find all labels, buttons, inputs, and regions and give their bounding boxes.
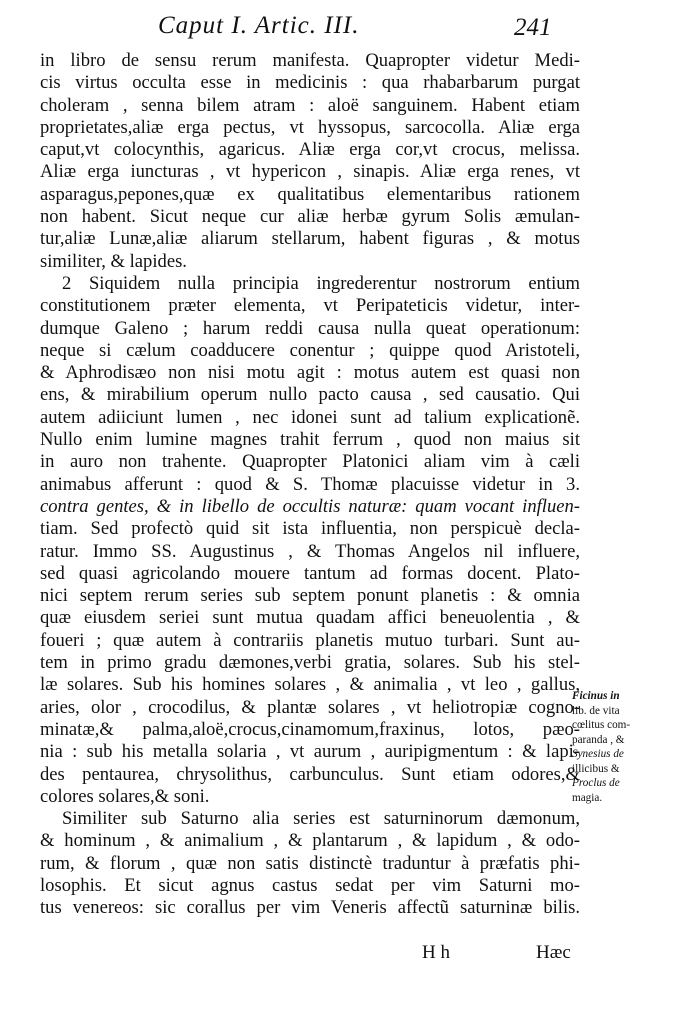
body-text bbox=[40, 50, 580, 920]
text-line: caput,vt colocynthis, agaricus. Aliæ erga cor,vt crocus, melissa. bbox=[40, 139, 580, 161]
text-line: nia : sub his metalla solaria , vt aurum , auripigmentum : & lapi- bbox=[40, 741, 580, 763]
text-line: Nullo enim lumine magnes trahit ferrum , quod non maius sit bbox=[40, 429, 580, 451]
text-line: & Aphrodisæo non nisi motu agit : motus autem est quasi non bbox=[40, 362, 580, 384]
text-line: similiter, & lapides. bbox=[40, 250, 187, 272]
catchword: Hæc bbox=[536, 942, 571, 963]
text-line: cis virtus occulta esse in medicinis : qua rhabarbarum purgat bbox=[40, 72, 580, 94]
text-line: contra gentes, & in libello de occultis naturæ: quam vocant influen- bbox=[40, 495, 580, 517]
marginal-note bbox=[572, 689, 696, 805]
marginal-note-line: illicibus & bbox=[572, 762, 620, 775]
text-line: tem in primo gradu dæmones,verbi gratia, solares. Sub his stel- bbox=[40, 652, 580, 674]
text-line: aries, olor , crocodilus, & plantæ solares , vt heliotropiæ cogno- bbox=[40, 696, 580, 718]
marginal-note-line: lib. de vita bbox=[572, 704, 620, 717]
text-line: in libro de sensu rerum manifesta. Quapropter videtur Medi- bbox=[40, 50, 580, 71]
text-line: asparagus,pepones,quæ ex qualitatibus elementaribus rationem bbox=[40, 183, 580, 205]
text-line: minatæ,& palma,aloë,crocus,cinamomum,fraxinus, lotos, pæo- bbox=[40, 718, 580, 740]
text-line: sed quasi agricolando mouere tantum ad formas docent. Plato- bbox=[40, 562, 580, 584]
text-line: & hominum , & animalium , & plantarum , & lapidum , & odo- bbox=[40, 830, 580, 852]
marginal-note-line: Proclus de bbox=[572, 777, 620, 789]
text-line: læ solares. Sub his homines solares , & animalia , vt leo , gallus, bbox=[40, 674, 580, 696]
text-line: quæ eiusdem seriei sunt mutua quadam affici beneuolentia , & bbox=[40, 607, 580, 629]
text-line: constitutionem præter elementa, vt Peripateticis videtur, inter- bbox=[40, 295, 580, 317]
text-line: tiam. Sed profectò quid sit ista influentia, non perspicuè decla- bbox=[40, 518, 580, 540]
text-line: Similiter sub Saturno alia series est saturninorum dæmonum, bbox=[62, 808, 580, 830]
text-line: tus venereos: sic corallus per vim Veneris affectũ saturninæ bilis. bbox=[40, 897, 580, 919]
text-line: autem adiiciunt lumen , nec idonei sunt ad talium explicationẽ. bbox=[40, 406, 580, 428]
marginal-note-line: magia. bbox=[572, 791, 603, 804]
running-title: Caput I. Artic. III. bbox=[158, 12, 360, 39]
text-line: animabus afferunt : quod & S. Thomæ placuisse videtur in 3. bbox=[40, 473, 580, 495]
text-line: foueri ; quæ autem à contrariis planetis mutuo turbari. Sunt au- bbox=[40, 629, 580, 651]
marginal-note-line: Synesius de bbox=[572, 748, 624, 760]
marginal-note-line: paranda , & bbox=[572, 733, 625, 746]
text-line: non habent. Sicut neque cur aliæ herbæ gyrum Solis æmulan- bbox=[40, 206, 580, 228]
text-line: 2 Siquidem nulla principia ingrederentur nostrorum entium bbox=[62, 272, 580, 294]
text-line: colores solares,& soni. bbox=[40, 785, 210, 807]
page-number: 241 bbox=[514, 14, 552, 41]
text-line: proprietates,aliæ erga pectus, vt hyssopus, sarcocolla. Aliæ erga bbox=[40, 116, 580, 138]
signature-mark: H h bbox=[422, 942, 450, 963]
text-line: tur,aliæ Lunæ,aliæ aliarum stellarum, habent figuras , & motus bbox=[40, 228, 580, 250]
text-line: in auro non trahente. Quapropter Platonici aliam vim à cæli bbox=[40, 451, 580, 473]
text-line: rum, & florum , quæ non satis distinctè traduntur à præfatis phi- bbox=[40, 852, 580, 874]
marginal-note-line: cœlitus com- bbox=[572, 719, 631, 731]
text-line: choleram , senna bilem atram : aloë sanguinem. Habent etiam bbox=[40, 94, 580, 116]
marginal-note-line: Ficinus in bbox=[572, 690, 620, 702]
text-line: Aliæ erga iuncturas , vt hypericon , sinapis. Aliæ erga renes, vt bbox=[40, 161, 580, 183]
text-line: dumque Galeno ; harum reddi causa nulla queat operationum: bbox=[40, 317, 580, 339]
text-line: neque si cælum coadducere conentur ; quippe quod Aristoteli, bbox=[40, 339, 580, 361]
text-line: ens, & mirabilium operum nullo pacto causa , sed causatio. Qui bbox=[40, 384, 580, 406]
text-line: ratur. Immo SS. Augustinus , & Thomas Angelos nil influere, bbox=[40, 540, 580, 562]
text-line: losophis. Et sicut agnus castus sedat per vim Saturni mo- bbox=[40, 874, 580, 896]
text-line: des pentaurea, chrysolithus, carbunculus. Sunt etiam odores,& bbox=[40, 763, 580, 785]
text-line: nici septem rerum series sub septem ponunt planetis : & omnia bbox=[40, 585, 580, 607]
